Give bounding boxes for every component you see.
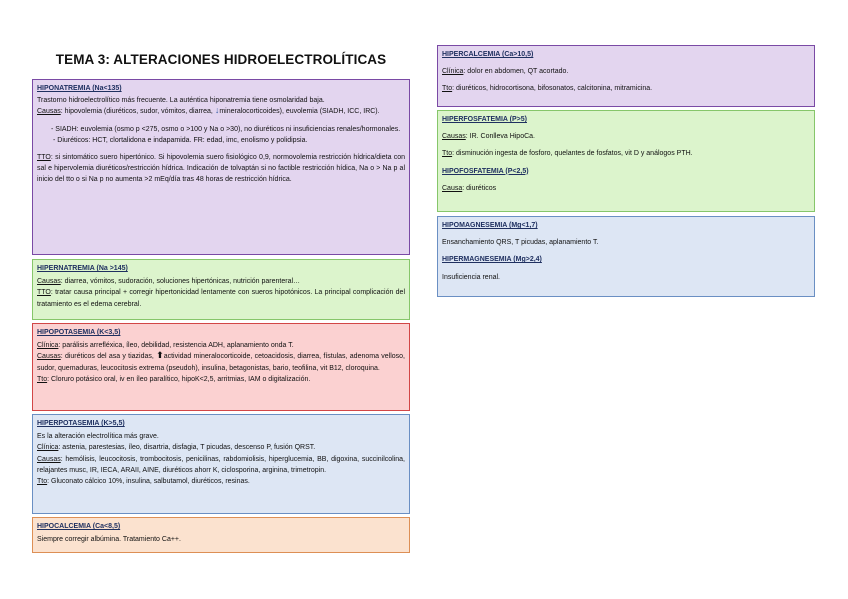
clinica-text: : astenia, parestesias, íleo, disartria, disfagia, T picudas, descenso P, fusión QRST.	[58, 444, 316, 452]
tto-label: Tto	[442, 150, 453, 158]
hiponatremia-causas	[37, 106, 405, 117]
causas-label: Causas	[37, 108, 61, 116]
tto-label: Tto	[37, 478, 48, 486]
tto-text: : tratar causa principal + corregir hipertonicidad lentamente con sueros hipotónicos. La principal complicación del tratamiento es el edema cerebral.	[37, 289, 405, 308]
hiperpotasemia-heading: HIPERPOTASEMIA (K>5,5)	[37, 420, 125, 427]
tto-text: : disminución ingesta de fosforo, quelantes de fosfatos, vit D y análogos PTH.	[452, 150, 693, 158]
causas-label: Causas	[37, 353, 61, 361]
hipermagnesemia-heading: HIPERMAGNESEMIA (Mg>2,4)	[442, 256, 542, 264]
hiperfosfatemia-causas	[442, 131, 810, 142]
hipofosfatemia-heading: HIPOFOSFATEMIA (P<2,5)	[442, 167, 529, 175]
hiponatremia-box	[32, 79, 410, 255]
hipocalcemia-heading: HIPOCALCEMIA (Ca<8,5)	[37, 523, 121, 530]
causas-text-b: actividad mineralocorticoide, cetoacidosis, diarrea, fístulas, adenoma velloso, sudor, quemaduras, leucocitosis extrema (pseudoh), insulina, betagonistas, bario, teofilina, vit B12, cloroquina.	[37, 353, 405, 372]
causas-label: Causas	[37, 455, 61, 463]
magnesemia-box	[437, 216, 815, 297]
causas-text: : hemólisis, leucocitosis, trombocitosis, penicilinas, rabdomiolisis, hiperglucemia, BB, digoxina, succinilcolina, relajantes musc, IR, IECA, ARAII, AINE, diuréticos ahorr K, ciclosporina, arginina, trimetropin.	[37, 455, 405, 474]
causas-label: Causas	[37, 278, 61, 286]
causas-text-a: : hipovolemia (diuréticos, sudor, vómitos, diarrea,	[60, 108, 215, 116]
tto-text: : si sintomático suero hipertónico. Si hipovolemia suero fisiológico 0,9, normovolemia restricción hídrica/dieta con sal e hipervolemia diuréticos/restricción hídrica. Indicación de tolvaptán si no factible restricción hídica, Na o > Na p al inicio del tto o si Na p no aumenta >2 mEq/día tras 48 horas de restricción hídrica.	[37, 154, 405, 184]
hipernatremia-tto	[37, 287, 405, 309]
up-arrow-icon: ⬆	[156, 350, 164, 361]
clinica-text: : dolor en abdomen, QT acortado.	[463, 68, 569, 76]
hipopotasemia-box	[32, 323, 410, 411]
hiperfosfatemia-heading: HIPERFOSFATEMIA (P>5)	[442, 116, 527, 123]
causas-text-a: : diuréticos del asa y tiazidas,	[60, 353, 157, 361]
hiponatremia-intro: Trastorno hidroelectrolítico más frecuente. La auténtica hiponatremia tiene osmolaridad baja.	[37, 97, 325, 105]
clinica-text: : parálisis arrefléxica, íleo, debilidad, resistencia ADH, aplanamiento onda T.	[58, 342, 294, 350]
hipomagnesemia-text: Ensanchamiento QRS, T picudas, aplanamiento T.	[442, 239, 599, 247]
hiponatremia-tto	[37, 152, 405, 186]
causa-text: : diuréticos	[462, 184, 497, 192]
tto-label: TTO	[37, 154, 51, 162]
hipocalcemia-box	[32, 517, 410, 553]
hiperpotasemia-clinica	[37, 442, 405, 453]
tto-text: : diuréticos, hidrocortisona, bifosonatos, calcitonina, mitramicina.	[452, 85, 653, 93]
hiperpotasemia-box	[32, 414, 410, 514]
tto-label: TTO	[37, 289, 51, 297]
causas-label: Causas	[442, 133, 466, 141]
causas-text-b: mineralocorticoides), euvolemia (SIADH, ICC, IRC).	[219, 108, 380, 116]
clinica-label: Clínica	[37, 444, 59, 452]
causas-text: : diarrea, vómitos, sudoración, soluciones hipertónicas, nutrición parenteral…	[60, 278, 301, 286]
hiperpotasemia-intro: Es la alteración electrolítica más grave.	[37, 433, 159, 441]
page-title: TEMA 3: ALTERACIONES HIDROELECTROLÍTICAS	[55, 52, 387, 67]
hiperpotasemia-tto	[37, 476, 405, 487]
hiponatremia-heading: HIPONATREMIA (Na<135)	[37, 85, 122, 92]
hipermagnesemia-text: Insuficiencia renal.	[442, 273, 500, 281]
hipercalcemia-heading: HIPERCALCEMIA (Ca>10,5)	[442, 51, 534, 58]
hipocalcemia-text: Siempre corregir albúmina. Tratamiento Ca++.	[37, 536, 181, 544]
hipercalcemia-clinica	[442, 66, 810, 77]
clinica-label: Clínica	[37, 342, 59, 350]
hipofosfatemia-causa	[442, 183, 810, 194]
tto-text: : Gluconato cálcico 10%, insulina, salbutamol, diuréticos, resinas.	[47, 478, 250, 486]
tto-label: Tto	[37, 375, 48, 383]
causas-text: : IR. Conlleva HipoCa.	[465, 133, 535, 141]
hipercalcemia-box	[437, 45, 815, 107]
hipercalcemia-tto	[442, 83, 810, 94]
down-arrow-icon: ↓	[214, 105, 220, 116]
tto-label: Tto	[442, 85, 453, 93]
hiperfosfatemia-tto	[442, 148, 810, 159]
tto-text: : Cloruro potásico oral, iv en íleo paralítico, hipoK<2,5, arritmias, IAM o digitalización.	[47, 375, 311, 383]
causa-label: Causa	[442, 184, 463, 192]
hipopotasemia-heading: HIPOPOTASEMIA (K<3,5)	[37, 329, 121, 336]
hipernatremia-causas	[37, 276, 405, 287]
hiponatremia-diureticos: - Diuréticos: HCT, clortalidona e indapamida. FR: edad, imc, enolismo y polidipsia.	[53, 136, 308, 144]
hipopotasemia-causas	[37, 351, 405, 373]
fosfatemia-box	[437, 110, 815, 212]
clinica-label: Clínica	[442, 68, 464, 76]
hipernatremia-heading: HIPERNATREMIA (Na >145)	[37, 265, 128, 272]
hipernatremia-box	[32, 259, 410, 320]
hiponatremia-siadh: - SIADH: euvolemia (osmo p <275, osmo o >100 y Na o >30), no diuréticos ni insuficiencias renales/hormonales.	[51, 125, 401, 133]
hiperpotasemia-causas	[37, 454, 405, 476]
hipopotasemia-clinica	[37, 340, 405, 351]
hipopotasemia-tto	[37, 374, 405, 385]
hipomagnesemia-heading: HIPOMAGNESEMIA (Mg<1,7)	[442, 222, 538, 229]
